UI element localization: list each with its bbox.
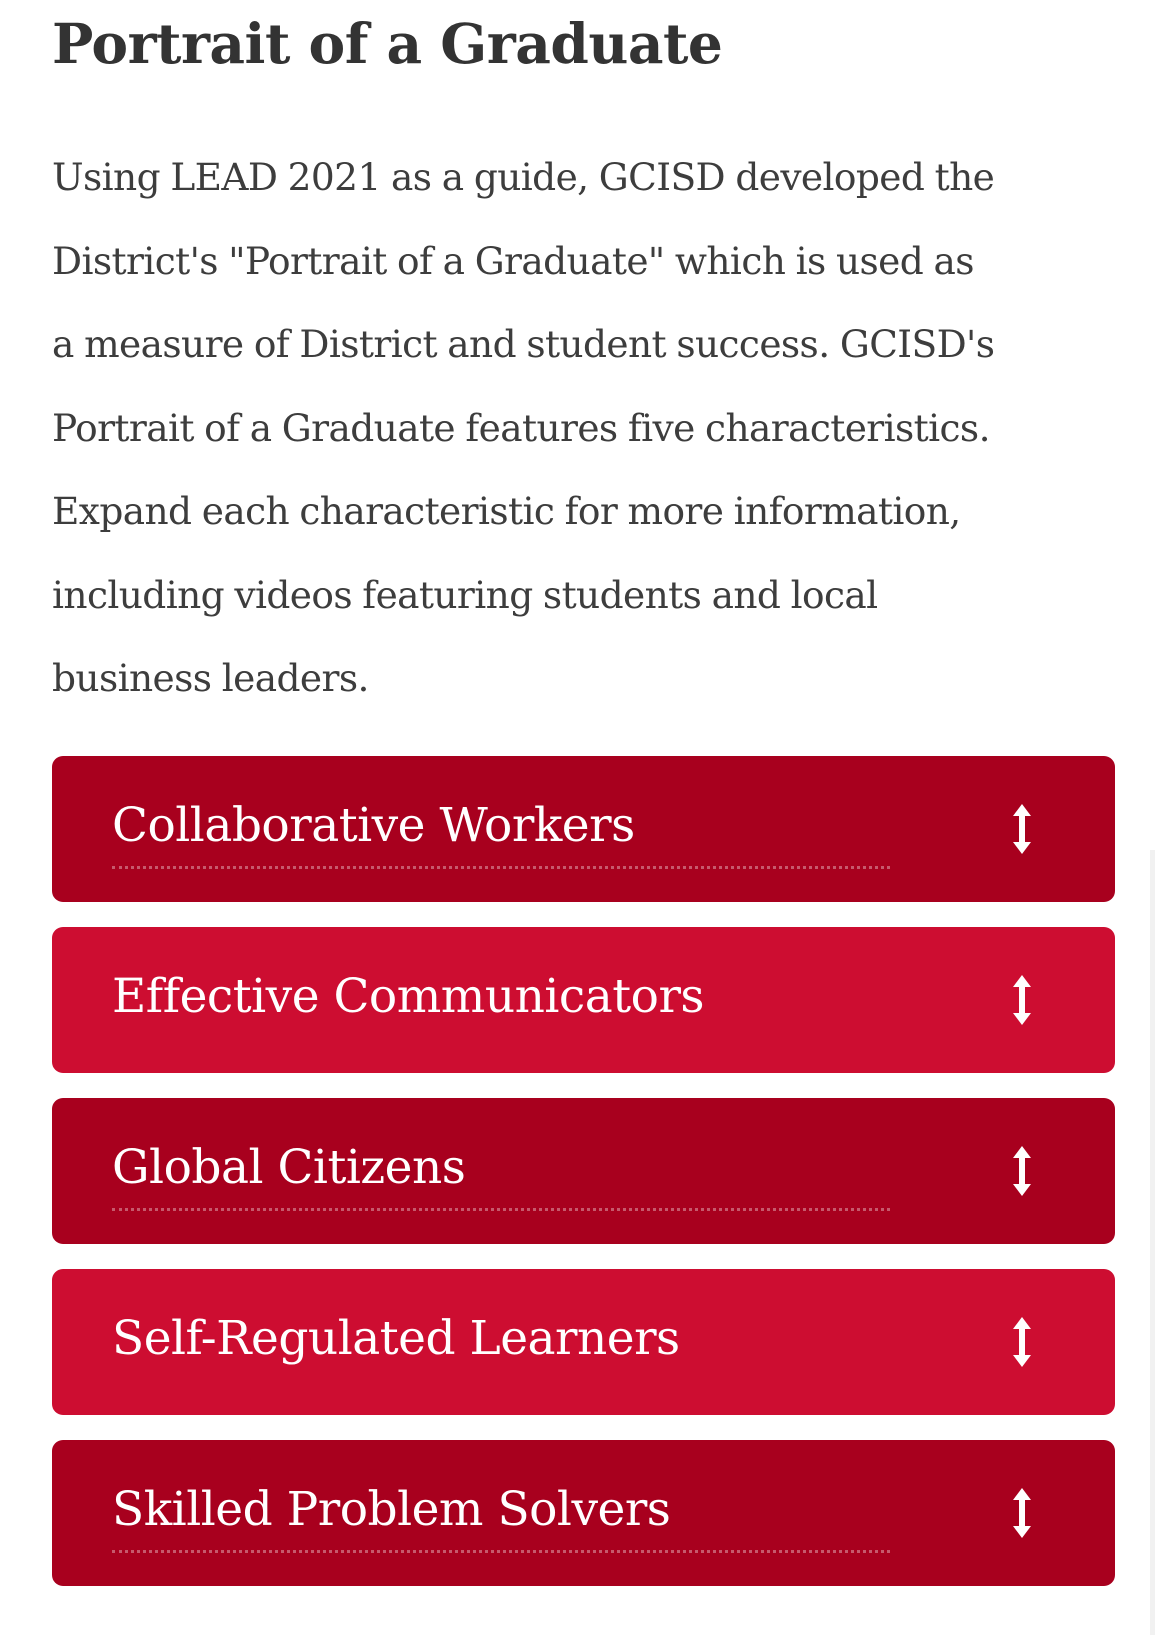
accordion-item-label[interactable]: Effective Communicators [112, 969, 705, 1024]
intro-line: including videos featuring students and local [52, 572, 878, 617]
accordion-item-label[interactable]: Global Citizens [112, 1140, 466, 1195]
expand-arrows-icon[interactable] [1009, 1486, 1035, 1540]
intro-line: business leaders. [52, 656, 369, 700]
accordion-item-label[interactable]: Collaborative Workers [112, 798, 635, 853]
page-title: Portrait of a Graduate [52, 11, 723, 76]
characteristics-accordion [52, 756, 1115, 1611]
accordion-item-global-citizens[interactable] [52, 1098, 1115, 1244]
expand-arrows-icon[interactable] [1009, 1144, 1035, 1198]
expand-arrows-icon[interactable] [1009, 973, 1035, 1027]
link-underline [112, 1208, 890, 1211]
link-underline [112, 1550, 890, 1553]
link-underline [112, 866, 890, 869]
accordion-item-label[interactable]: Self-Regulated Learners [112, 1311, 680, 1366]
accordion-item-skilled-problem-solvers[interactable] [52, 1440, 1115, 1586]
expand-arrows-icon[interactable] [1009, 802, 1035, 856]
accordion-item-collaborative-workers[interactable] [52, 756, 1115, 902]
intro-line: District's "Portrait of a Graduate" which is used as [52, 238, 974, 283]
intro-line: Using LEAD 2021 as a guide, GCISD developed the [52, 155, 995, 199]
expand-arrows-icon[interactable] [1009, 1315, 1035, 1369]
main-content [52, 0, 1115, 1537]
intro-line: Portrait of a Graduate features five characteristics. [52, 405, 990, 450]
scrollbar-track[interactable] [1150, 850, 1155, 1635]
intro-paragraph [52, 136, 1112, 721]
accordion-item-effective-communicators[interactable] [52, 927, 1115, 1073]
accordion-item-self-regulated-learners[interactable] [52, 1269, 1115, 1415]
intro-line: a measure of District and student success. GCISD's [52, 322, 995, 366]
accordion-item-label[interactable]: Skilled Problem Solvers [112, 1482, 671, 1537]
intro-line: Expand each characteristic for more information, [52, 489, 961, 533]
